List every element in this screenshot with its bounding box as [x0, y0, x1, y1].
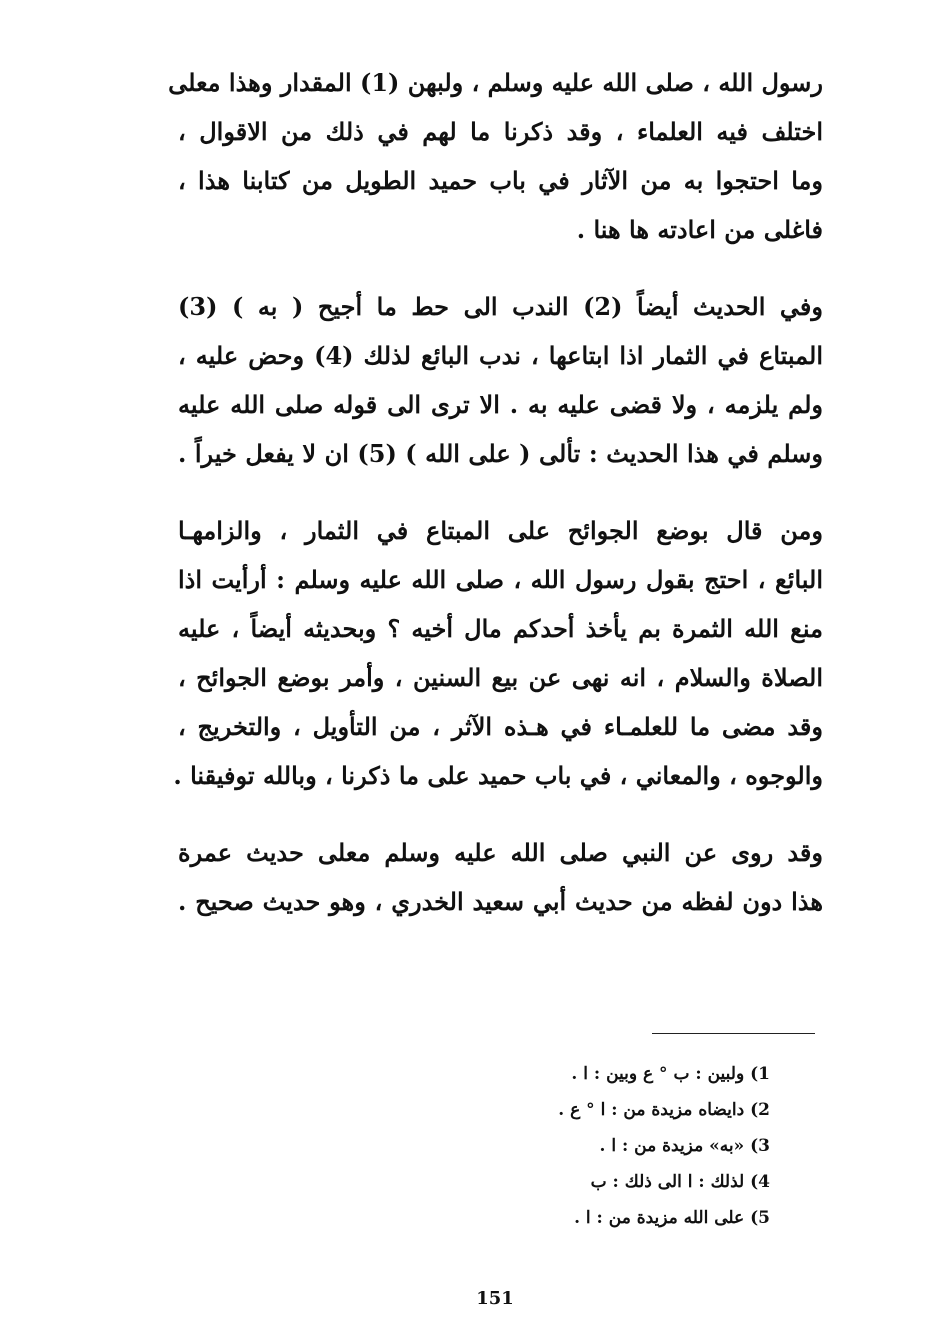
- text-line: ومن قال بوضع الجوائح على المبتاع في الثمار ، والزامهـا: [178, 516, 823, 545]
- text-line: الصلاة والسلام ، انه نهى عن بيع السنين ، وأمر بوضع الجوائح ،: [178, 663, 823, 692]
- text-line: رسول الله ، صلى الله عليه وسلم ، ولبهن (1) المقدار وهذا معلى: [168, 68, 823, 97]
- footnotes: [480, 1056, 770, 1236]
- text-line: والوجوه ، والمعاني ، في باب حميد على ما ذكرنا ، وبالله توفيقنا .: [173, 761, 823, 790]
- text-line: وسلم في هذا الحديث : تألى ( على الله ) (5) ان لا يفعل خيراً .: [178, 439, 824, 468]
- footnote-text: «به» مزيدة من : ا .: [599, 1136, 745, 1156]
- text-line: البائع ، احتج بقول رسول الله ، صلى الله عليه وسلم : أرأيت اذا: [178, 565, 823, 594]
- footnote-number: 4): [750, 1172, 770, 1192]
- text-line: هذا دون لفظه من حديث أبي سعيد الخدري ، وهو حديث صحيح .: [178, 887, 823, 916]
- footnote-text: دايضاه مزيدة من : ا ° ع .: [558, 1100, 745, 1120]
- paragraph: [178, 282, 823, 478]
- footnote-number: 2): [750, 1100, 770, 1120]
- footnote-text: على الله مزيدة من : ا .: [574, 1208, 745, 1228]
- paragraph: [173, 506, 823, 800]
- footnote-separator: [652, 1033, 815, 1034]
- footnote-number: 5): [750, 1208, 770, 1228]
- text-line: ولم يلزمه ، ولا قضى عليه به . الا ترى الى قوله صلى الله عليه: [178, 390, 824, 419]
- text-line: وقد مضى ما للعلمـاء في هـذه الآثر ، من التأويل ، والتخريج ،: [178, 712, 823, 741]
- page-number: 151: [476, 1288, 514, 1309]
- text-line: وفي الحديث أيضاً (2) الندب الى حط ما أجيح ( به ) (3): [178, 292, 823, 321]
- footnote: [480, 1164, 770, 1200]
- main-text: [168, 58, 824, 954]
- footnote: [480, 1092, 770, 1128]
- text-line: اختلف فيه العلماء ، وقد ذكرنا ما لهم في ذلك من الاقوال ،: [178, 117, 823, 146]
- text-line: المبتاع في الثمار اذا ابتاعها ، ندب البائع لذلك (4) وحض عليه ،: [178, 341, 823, 370]
- paragraph: [178, 828, 823, 926]
- footnote-number: 3): [750, 1136, 770, 1156]
- footnote: [480, 1200, 770, 1236]
- footnote: [480, 1056, 770, 1092]
- text-line: منع الله الثمرة بم يأخذ أحدكم مال أخيه ؟ وبحديثه أيضاً ، عليه: [178, 614, 823, 643]
- text-line: فاغلى من اعادته ها هنا .: [576, 215, 823, 244]
- footnote-text: لذلك : ا الى ذلك : ب: [590, 1172, 745, 1192]
- footnote: [480, 1128, 770, 1164]
- footnote-number: 1): [750, 1064, 770, 1084]
- footnote-text: ولبين : ب ° ع وبين : ا .: [571, 1064, 745, 1084]
- text-line: وقد روى عن النبي صلى الله عليه وسلم معلى حديث عمرة: [178, 838, 823, 867]
- text-line: وما احتجوا به من الآثار في باب حميد الطويل من كتابنا هذا ،: [178, 166, 823, 195]
- paragraph: [168, 58, 823, 254]
